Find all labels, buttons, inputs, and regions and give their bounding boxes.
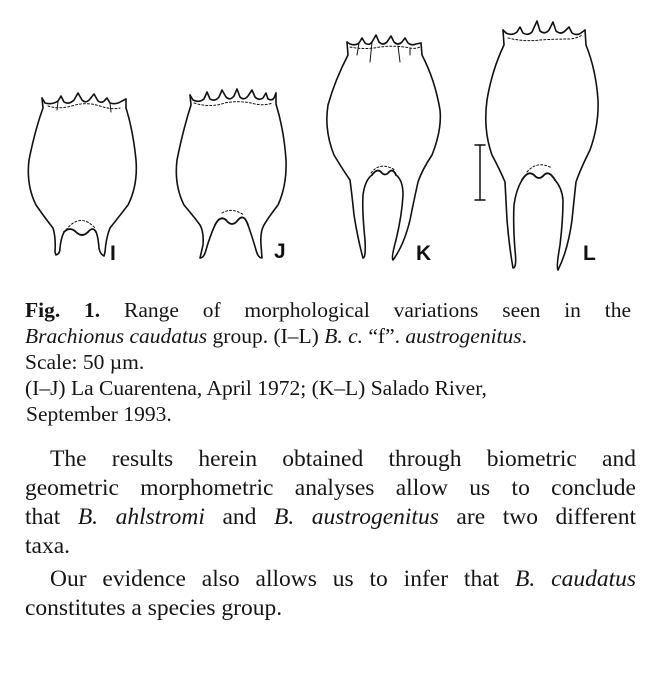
- genus-name: Brachionus caudatus: [25, 324, 208, 348]
- figure-label: Fig. 1.: [25, 298, 101, 322]
- specimen-k-drawing: [327, 35, 440, 260]
- caption-line-2: Brachionus caudatus group. (I–L) B. c. “f”. austrogenitus.: [25, 324, 528, 348]
- figure-1: [0, 0, 667, 285]
- body-text: [25, 445, 636, 627]
- specimen-i-drawing: [28, 93, 136, 256]
- figure-caption: [25, 297, 631, 427]
- specimen-l-drawing: [486, 21, 598, 270]
- panel-label-i: I: [110, 242, 116, 265]
- specimen-j-drawing: [176, 89, 286, 258]
- caption-scale: Scale: 50 µm.: [25, 350, 145, 374]
- panel-label-k: K: [416, 242, 432, 265]
- caption-locality: (I–J) La Cuarentena, April 1972; (K–L) Salado River,: [25, 376, 487, 400]
- caption-line-1: Fig. 1. Range of morphological variations seen in the: [25, 298, 632, 322]
- scale-bar: [475, 145, 485, 200]
- specimen-drawings: [0, 0, 667, 285]
- panel-label-l: L: [583, 242, 596, 265]
- panel-label-j: J: [274, 240, 286, 263]
- paragraph-species-group: Our evidence also allows us to infer that B. caudatus constitutes a species group.: [25, 566, 636, 621]
- paragraph-conclusion: The results herein obtained through biometric and geometric morphometric analyses allow us to conclude that B. ahlstromi and B. austrogenitus are two different taxa.: [25, 446, 636, 559]
- caption-date: September 1993.: [26, 402, 172, 426]
